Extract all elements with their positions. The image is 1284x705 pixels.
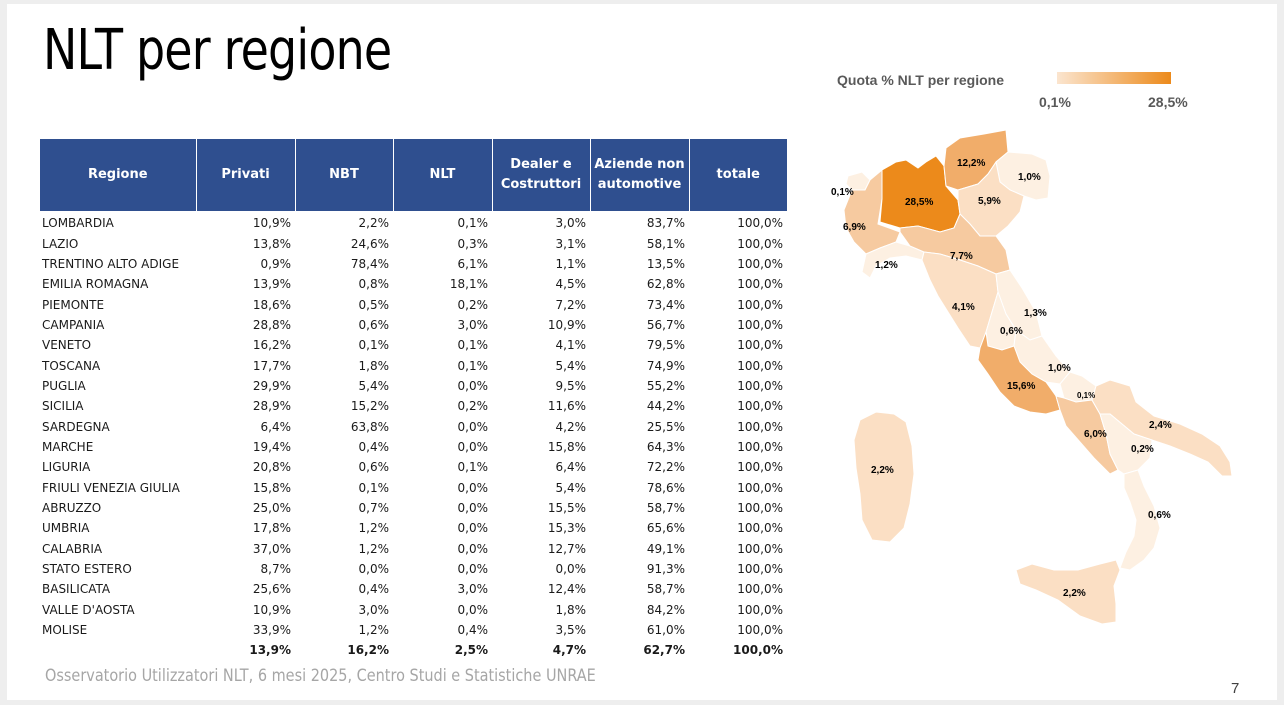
value-cell: 7,2% [555,297,586,312]
region-name-cell [40,640,196,660]
table-row [40,396,787,416]
value-cell: 0,1% [358,338,389,353]
table-total-row [40,640,787,660]
table-row [40,315,787,335]
value-cell: 84,2% [646,602,685,617]
label-lombardia: 28,5% [905,197,934,208]
value-cell: 44,2% [646,399,685,414]
value-cell: 100,0% [737,216,783,231]
table-row [40,457,787,477]
label-abruzzo: 1,0% [1048,363,1071,374]
column-header: Regione [40,139,196,211]
label-marche: 1,3% [1024,308,1047,319]
value-cell: 55,2% [646,378,685,393]
value-cell: 1,2% [358,521,389,536]
value-cell: 100,0% [737,277,783,292]
value-cell: 0,0% [457,521,488,536]
table-row [40,376,787,396]
value-cell: 0,4% [358,439,389,454]
value-cell: 100,0% [737,480,783,495]
italy-map [810,124,1240,639]
value-cell: 2,5% [454,643,488,658]
table-row [40,211,787,233]
source-note: Osservatorio Utilizzatori NLT, 6 mesi 2025, Centro Studi e Statistiche UNRAE [45,666,596,686]
region-sardegna [854,412,914,542]
legend-label: Quota % NLT per regione [837,72,1004,88]
value-cell: 37,0% [252,541,291,556]
value-cell: 74,9% [646,358,685,373]
table-row [40,559,787,579]
value-cell: 65,6% [646,521,685,536]
label-basilicata: 0,2% [1131,444,1154,455]
column-header: Privati [196,139,295,211]
value-cell: 0,2% [457,297,488,312]
value-cell: 100,0% [737,562,783,577]
value-cell: 100,0% [737,460,783,475]
value-cell: 91,3% [646,562,685,577]
region-name-cell: SARDEGNA [42,419,110,434]
legend-min: 0,1% [1039,94,1071,110]
value-cell: 15,2% [350,399,389,414]
table-row [40,477,787,497]
value-cell: 25,6% [252,582,291,597]
value-cell: 25,5% [646,419,685,434]
value-cell: 0,9% [260,256,291,271]
value-cell: 1,2% [358,623,389,638]
value-cell: 83,7% [646,216,685,231]
value-cell: 9,5% [555,378,586,393]
label-puglia: 2,4% [1149,420,1172,431]
value-cell: 0,6% [358,317,389,332]
region-name-cell: LOMBARDIA [42,216,114,231]
column-header: NBT [295,139,393,211]
label-valle-aosta: 0,1% [831,187,854,198]
value-cell: 56,7% [646,317,685,332]
value-cell: 100,0% [737,338,783,353]
value-cell: 4,1% [555,338,586,353]
value-cell: 24,6% [350,236,389,251]
value-cell: 8,7% [260,562,291,577]
value-cell: 3,0% [358,602,389,617]
value-cell: 0,1% [457,338,488,353]
label-umbria: 0,6% [1000,326,1023,337]
label-sicilia: 2,2% [1063,588,1086,599]
value-cell: 0,8% [358,277,389,292]
table-row [40,355,787,375]
column-header: Dealer e Costruttori [492,139,590,211]
value-cell: 100,0% [737,521,783,536]
table-row [40,416,787,436]
value-cell: 0,0% [358,562,389,577]
value-cell: 62,7% [643,643,685,658]
value-cell: 0,7% [358,500,389,515]
slide [7,4,1277,700]
value-cell: 29,9% [252,378,291,393]
region-name-cell: UMBRIA [42,521,90,536]
value-cell: 0,1% [457,460,488,475]
value-cell: 4,7% [552,643,586,658]
value-cell: 18,1% [449,277,488,292]
label-trentino: 12,2% [957,158,986,169]
value-cell: 58,7% [646,582,685,597]
value-cell: 0,1% [358,480,389,495]
value-cell: 1,1% [555,256,586,271]
value-cell: 6,4% [260,419,291,434]
value-cell: 16,2% [347,643,389,658]
value-cell: 17,7% [252,358,291,373]
value-cell: 33,9% [252,623,291,638]
value-cell: 0,0% [457,500,488,515]
value-cell: 62,8% [646,277,685,292]
region-name-cell: TOSCANA [42,358,101,373]
region-name-cell: PIEMONTE [42,297,105,312]
value-cell: 100,0% [737,358,783,373]
value-cell: 58,7% [646,500,685,515]
value-cell: 61,0% [646,623,685,638]
value-cell: 6,1% [457,256,488,271]
region-name-cell: VENETO [42,338,92,353]
page-number: 7 [1231,680,1240,697]
value-cell: 20,8% [252,460,291,475]
table-header-row [40,139,787,211]
value-cell: 100,0% [737,419,783,434]
value-cell: 5,4% [555,480,586,495]
value-cell: 17,8% [252,521,291,536]
value-cell: 0,1% [457,358,488,373]
column-header: NLT [393,139,492,211]
value-cell: 19,4% [252,439,291,454]
value-cell: 6,4% [555,460,586,475]
value-cell: 3,0% [555,216,586,231]
legend-max: 28,5% [1148,94,1188,110]
value-cell: 4,5% [555,277,586,292]
region-name-cell: CAMPANIA [42,317,105,332]
value-cell: 100,0% [737,541,783,556]
table-row [40,294,787,314]
value-cell: 58,1% [646,236,685,251]
column-header: totale [689,139,787,211]
region-name-cell: LIGURIA [42,460,91,475]
table-row [40,518,787,538]
value-cell: 79,5% [646,338,685,353]
page-title: NLT per regione [43,18,392,83]
region-name-cell: STATO ESTERO [42,562,132,577]
table-row [40,579,787,599]
value-cell: 13,8% [252,236,291,251]
table-row [40,254,787,274]
value-cell: 0,1% [457,216,488,231]
value-cell: 1,2% [358,541,389,556]
value-cell: 13,5% [646,256,685,271]
value-cell: 11,6% [547,399,586,414]
value-cell: 0,3% [457,236,488,251]
label-liguria: 1,2% [875,260,898,271]
value-cell: 100,0% [737,317,783,332]
region-name-cell: FRIULI VENEZIA GIULIA [42,480,180,495]
label-sardegna: 2,2% [871,465,894,476]
value-cell: 2,2% [358,216,389,231]
value-cell: 100,0% [737,236,783,251]
value-cell: 73,4% [646,297,685,312]
table-row [40,498,787,518]
value-cell: 3,0% [457,317,488,332]
value-cell: 0,4% [457,623,488,638]
region-name-cell: VALLE D'AOSTA [42,602,135,617]
value-cell: 1,8% [358,358,389,373]
label-toscana: 4,1% [952,302,975,313]
value-cell: 28,9% [252,399,291,414]
legend-color-scale [1057,72,1171,84]
value-cell: 18,6% [252,297,291,312]
label-emilia: 7,7% [950,251,973,262]
table-row [40,274,787,294]
value-cell: 0,0% [457,480,488,495]
value-cell: 13,9% [252,277,291,292]
region-name-cell: TRENTINO ALTO ADIGE [42,256,180,271]
value-cell: 3,0% [457,582,488,597]
region-name-cell: CALABRIA [42,541,103,556]
label-veneto: 5,9% [978,196,1001,207]
table-row [40,437,787,457]
value-cell: 3,5% [555,623,586,638]
label-lazio: 15,6% [1007,381,1036,392]
value-cell: 12,7% [547,541,586,556]
table-row [40,233,787,253]
value-cell: 5,4% [358,378,389,393]
value-cell: 1,8% [555,602,586,617]
label-campania: 6,0% [1084,429,1107,440]
label-piemonte: 6,9% [843,222,866,233]
region-name-cell: MARCHE [42,439,94,454]
regions-table [40,139,787,661]
value-cell: 4,2% [555,419,586,434]
region-name-cell: BASILICATA [42,582,111,597]
table-row [40,539,787,559]
value-cell: 0,4% [358,582,389,597]
value-cell: 25,0% [252,500,291,515]
value-cell: 100,0% [737,439,783,454]
value-cell: 64,3% [646,439,685,454]
value-cell: 49,1% [646,541,685,556]
value-cell: 100,0% [737,378,783,393]
table-row [40,620,787,640]
value-cell: 0,0% [457,602,488,617]
region-name-cell: PUGLIA [42,378,86,393]
column-header: Aziende non automotive [590,139,689,211]
value-cell: 100,0% [737,582,783,597]
value-cell: 10,9% [547,317,586,332]
value-cell: 12,4% [547,582,586,597]
table-row [40,600,787,620]
value-cell: 100,0% [737,399,783,414]
value-cell: 78,4% [350,256,389,271]
label-friuli: 1,0% [1018,172,1041,183]
value-cell: 15,5% [547,500,586,515]
label-molise: 0,1% [1077,391,1096,400]
value-cell: 5,4% [555,358,586,373]
region-name-cell: SICILIA [42,399,84,414]
value-cell: 0,6% [358,460,389,475]
value-cell: 0,0% [457,562,488,577]
value-cell: 15,8% [547,439,586,454]
value-cell: 100,0% [737,602,783,617]
label-calabria: 0,6% [1148,510,1171,521]
value-cell: 72,2% [646,460,685,475]
value-cell: 0,5% [358,297,389,312]
region-name-cell: EMILIA ROMAGNA [42,277,149,292]
value-cell: 0,0% [457,541,488,556]
region-name-cell: MOLISE [42,623,88,638]
value-cell: 100,0% [737,500,783,515]
value-cell: 0,0% [457,378,488,393]
value-cell: 13,9% [249,643,291,658]
value-cell: 78,6% [646,480,685,495]
value-cell: 10,9% [252,602,291,617]
value-cell: 100,0% [733,643,783,658]
value-cell: 3,1% [555,236,586,251]
value-cell: 0,2% [457,399,488,414]
value-cell: 15,3% [547,521,586,536]
region-name-cell: LAZIO [42,236,79,251]
value-cell: 0,0% [555,562,586,577]
value-cell: 100,0% [737,623,783,638]
value-cell: 16,2% [252,338,291,353]
value-cell: 63,8% [350,419,389,434]
value-cell: 100,0% [737,256,783,271]
value-cell: 15,8% [252,480,291,495]
value-cell: 0,0% [457,419,488,434]
table-row [40,335,787,355]
value-cell: 0,0% [457,439,488,454]
region-name-cell: ABRUZZO [42,500,102,515]
value-cell: 100,0% [737,297,783,312]
value-cell: 28,8% [252,317,291,332]
value-cell: 10,9% [252,216,291,231]
